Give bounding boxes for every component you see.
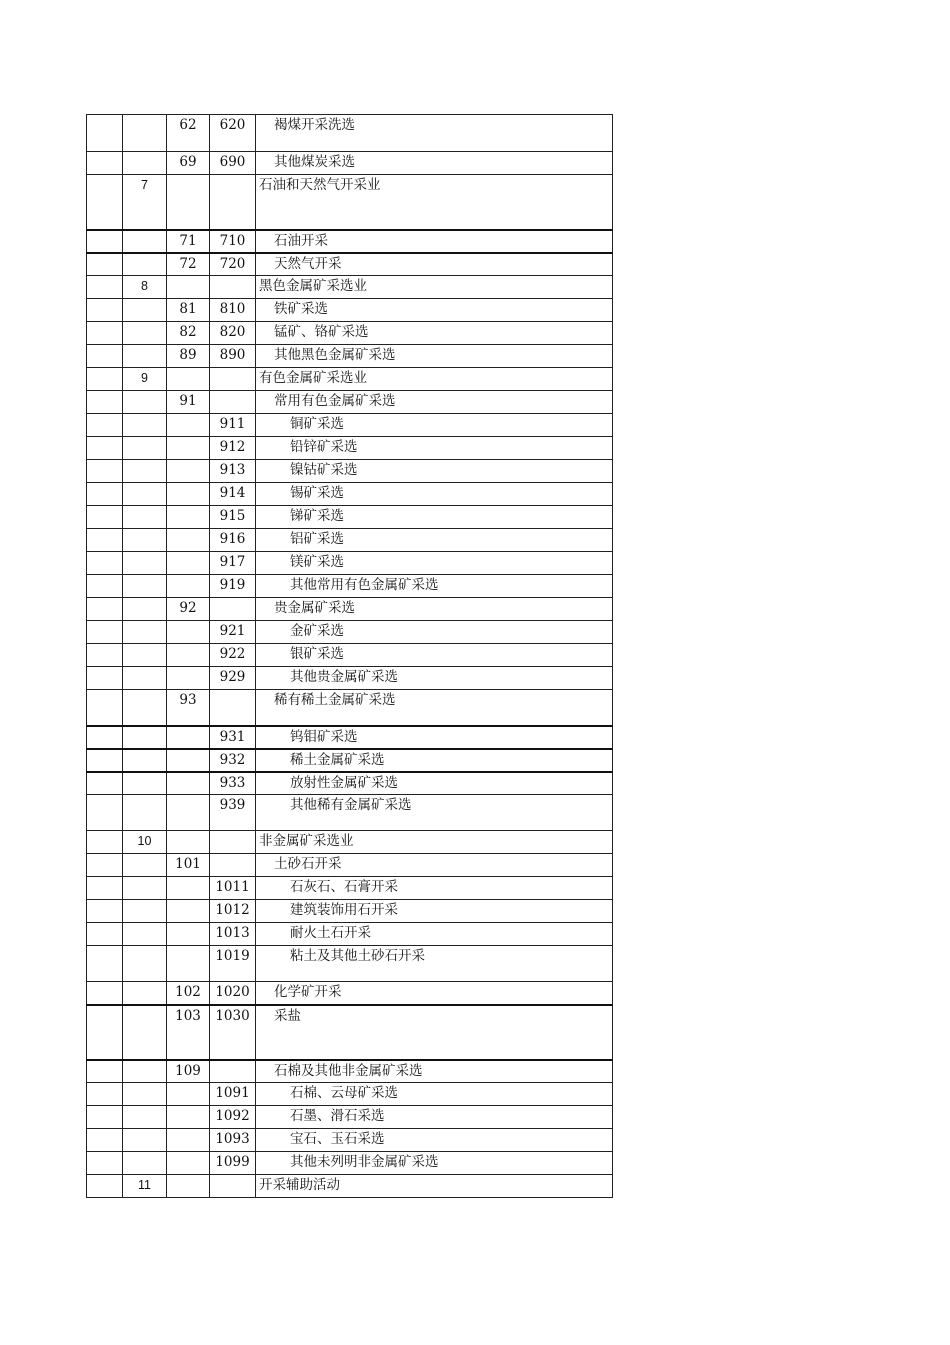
mid-code-cell: 82 (167, 322, 210, 345)
minor-code-cell: 939 (210, 795, 256, 831)
table-row (87, 690, 613, 726)
minor-code-cell: 810 (210, 299, 256, 322)
table-row (87, 923, 613, 946)
minor-code-cell: 1020 (210, 982, 256, 1005)
table-row (87, 1083, 613, 1106)
category-name-cell: 石油和天然气开采业 (256, 175, 613, 230)
mid-code-cell: 102 (167, 982, 210, 1005)
major-code-cell (123, 529, 167, 552)
major-code-cell (123, 946, 167, 982)
major-code-cell (123, 726, 167, 749)
major-code-cell (123, 483, 167, 506)
mid-code-cell: 72 (167, 253, 210, 276)
blank-cell (87, 1083, 123, 1106)
minor-code-cell: 914 (210, 483, 256, 506)
category-name-cell: 土砂石开采 (256, 854, 613, 877)
major-code-cell (123, 575, 167, 598)
major-code-cell (123, 414, 167, 437)
minor-code-cell: 1091 (210, 1083, 256, 1106)
table-row (87, 667, 613, 690)
blank-cell (87, 175, 123, 230)
blank-cell (87, 1152, 123, 1175)
major-code-cell (123, 621, 167, 644)
table-row (87, 414, 613, 437)
minor-code-cell: 720 (210, 253, 256, 276)
category-name-cell: 放射性金属矿采选 (256, 772, 613, 795)
blank-cell (87, 1106, 123, 1129)
blank-cell (87, 529, 123, 552)
table-row (87, 1005, 613, 1060)
category-name-cell: 锑矿采选 (256, 506, 613, 529)
minor-code-cell (210, 391, 256, 414)
blank-cell (87, 506, 123, 529)
major-code-cell (123, 1060, 167, 1083)
major-code-cell (123, 1083, 167, 1106)
category-name-cell: 黑色金属矿采选业 (256, 276, 613, 299)
table-row (87, 575, 613, 598)
minor-code-cell (210, 276, 256, 299)
category-name-cell: 其他贵金属矿采选 (256, 667, 613, 690)
minor-code-cell: 1012 (210, 900, 256, 923)
minor-code-cell (210, 831, 256, 854)
table-row (87, 982, 613, 1005)
mid-code-cell (167, 644, 210, 667)
table-row (87, 1060, 613, 1083)
minor-code-cell: 690 (210, 152, 256, 175)
table-row (87, 460, 613, 483)
table-row (87, 483, 613, 506)
blank-cell (87, 1175, 123, 1198)
major-code-cell (123, 900, 167, 923)
mid-code-cell (167, 414, 210, 437)
minor-code-cell: 921 (210, 621, 256, 644)
major-code-cell (123, 1129, 167, 1152)
minor-code-cell: 1013 (210, 923, 256, 946)
minor-code-cell: 820 (210, 322, 256, 345)
blank-cell (87, 982, 123, 1005)
category-name-cell: 其他黑色金属矿采选 (256, 345, 613, 368)
major-code-cell (123, 667, 167, 690)
mid-code-cell (167, 1106, 210, 1129)
major-code-cell (123, 1106, 167, 1129)
blank-cell (87, 598, 123, 621)
table-row (87, 1152, 613, 1175)
minor-code-cell: 1011 (210, 877, 256, 900)
table-row (87, 152, 613, 175)
category-name-cell: 开采辅助活动 (256, 1175, 613, 1198)
major-code-cell (123, 795, 167, 831)
mid-code-cell: 81 (167, 299, 210, 322)
table-row (87, 322, 613, 345)
table-row (87, 749, 613, 772)
blank-cell (87, 772, 123, 795)
mid-code-cell (167, 1129, 210, 1152)
category-name-cell: 稀有稀土金属矿采选 (256, 690, 613, 726)
table-row (87, 368, 613, 391)
mid-code-cell: 71 (167, 230, 210, 253)
blank-cell (87, 946, 123, 982)
blank-cell (87, 552, 123, 575)
table-row (87, 253, 613, 276)
category-name-cell: 褐煤开采洗选 (256, 115, 613, 152)
table-row (87, 391, 613, 414)
blank-cell (87, 900, 123, 923)
category-name-cell: 石棉及其他非金属矿采选 (256, 1060, 613, 1083)
major-code-cell (123, 115, 167, 152)
blank-cell (87, 621, 123, 644)
category-name-cell: 铁矿采选 (256, 299, 613, 322)
industry-code-table (86, 114, 613, 1198)
major-code-cell (123, 772, 167, 795)
minor-code-cell: 1019 (210, 946, 256, 982)
minor-code-cell: 933 (210, 772, 256, 795)
minor-code-cell: 931 (210, 726, 256, 749)
major-code-cell (123, 460, 167, 483)
blank-cell (87, 368, 123, 391)
major-code-cell (123, 253, 167, 276)
minor-code-cell: 890 (210, 345, 256, 368)
table-row (87, 437, 613, 460)
category-name-cell: 贵金属矿采选 (256, 598, 613, 621)
minor-code-cell: 710 (210, 230, 256, 253)
category-name-cell: 粘土及其他土砂石开采 (256, 946, 613, 982)
blank-cell (87, 667, 123, 690)
category-name-cell: 耐火土石开采 (256, 923, 613, 946)
category-name-cell: 金矿采选 (256, 621, 613, 644)
major-code-cell (123, 598, 167, 621)
category-name-cell: 其他煤炭采选 (256, 152, 613, 175)
blank-cell (87, 483, 123, 506)
mid-code-cell: 91 (167, 391, 210, 414)
minor-code-cell (210, 1060, 256, 1083)
minor-code-cell: 912 (210, 437, 256, 460)
major-code-cell: 8 (123, 276, 167, 299)
mid-code-cell (167, 726, 210, 749)
mid-code-cell (167, 1083, 210, 1106)
category-name-cell: 常用有色金属矿采选 (256, 391, 613, 414)
category-name-cell: 铜矿采选 (256, 414, 613, 437)
category-name-cell: 镍钴矿采选 (256, 460, 613, 483)
table-row (87, 1175, 613, 1198)
major-code-cell (123, 854, 167, 877)
mid-code-cell: 62 (167, 115, 210, 152)
mid-code-cell (167, 877, 210, 900)
major-code-cell (123, 982, 167, 1005)
major-code-cell (123, 552, 167, 575)
minor-code-cell: 1030 (210, 1005, 256, 1060)
category-name-cell: 铝矿采选 (256, 529, 613, 552)
category-name-cell: 石棉、云母矿采选 (256, 1083, 613, 1106)
mid-code-cell: 89 (167, 345, 210, 368)
blank-cell (87, 322, 123, 345)
category-name-cell: 银矿采选 (256, 644, 613, 667)
blank-cell (87, 749, 123, 772)
table-row (87, 854, 613, 877)
major-code-cell: 10 (123, 831, 167, 854)
blank-cell (87, 923, 123, 946)
mid-code-cell (167, 175, 210, 230)
major-code-cell (123, 152, 167, 175)
table-row (87, 1129, 613, 1152)
table-row (87, 598, 613, 621)
major-code-cell (123, 1005, 167, 1060)
category-name-cell: 锡矿采选 (256, 483, 613, 506)
blank-cell (87, 299, 123, 322)
mid-code-cell (167, 437, 210, 460)
blank-cell (87, 115, 123, 152)
major-code-cell (123, 1152, 167, 1175)
minor-code-cell: 911 (210, 414, 256, 437)
mid-code-cell (167, 772, 210, 795)
table-row (87, 276, 613, 299)
table-row (87, 877, 613, 900)
category-name-cell: 天然气开采 (256, 253, 613, 276)
mid-code-cell (167, 795, 210, 831)
category-name-cell: 铅锌矿采选 (256, 437, 613, 460)
major-code-cell (123, 690, 167, 726)
table-row (87, 831, 613, 854)
blank-cell (87, 1060, 123, 1083)
category-name-cell: 石墨、滑石采选 (256, 1106, 613, 1129)
minor-code-cell: 916 (210, 529, 256, 552)
major-code-cell (123, 749, 167, 772)
mid-code-cell (167, 276, 210, 299)
blank-cell (87, 460, 123, 483)
major-code-cell (123, 877, 167, 900)
table-row (87, 299, 613, 322)
table-row (87, 552, 613, 575)
major-code-cell (123, 923, 167, 946)
table-row (87, 175, 613, 230)
minor-code-cell: 929 (210, 667, 256, 690)
minor-code-cell: 913 (210, 460, 256, 483)
mid-code-cell (167, 1152, 210, 1175)
mid-code-cell: 93 (167, 690, 210, 726)
minor-code-cell: 1093 (210, 1129, 256, 1152)
table-row (87, 795, 613, 831)
blank-cell (87, 690, 123, 726)
minor-code-cell (210, 854, 256, 877)
minor-code-cell (210, 175, 256, 230)
blank-cell (87, 877, 123, 900)
blank-cell (87, 276, 123, 299)
table-row (87, 726, 613, 749)
table-row (87, 115, 613, 152)
major-code-cell (123, 506, 167, 529)
mid-code-cell: 109 (167, 1060, 210, 1083)
category-name-cell: 石灰石、石膏开采 (256, 877, 613, 900)
table-row (87, 1106, 613, 1129)
major-code-cell (123, 345, 167, 368)
table-row (87, 772, 613, 795)
major-code-cell (123, 299, 167, 322)
table-row (87, 946, 613, 982)
minor-code-cell: 915 (210, 506, 256, 529)
mid-code-cell (167, 460, 210, 483)
blank-cell (87, 644, 123, 667)
minor-code-cell: 620 (210, 115, 256, 152)
major-code-cell (123, 230, 167, 253)
category-name-cell: 宝石、玉石采选 (256, 1129, 613, 1152)
mid-code-cell (167, 923, 210, 946)
category-name-cell: 石油开采 (256, 230, 613, 253)
code-table-body (87, 115, 613, 1198)
mid-code-cell (167, 1175, 210, 1198)
mid-code-cell (167, 575, 210, 598)
minor-code-cell: 1092 (210, 1106, 256, 1129)
table-row (87, 900, 613, 923)
major-code-cell (123, 391, 167, 414)
blank-cell (87, 854, 123, 877)
blank-cell (87, 152, 123, 175)
minor-code-cell (210, 598, 256, 621)
mid-code-cell: 69 (167, 152, 210, 175)
minor-code-cell: 922 (210, 644, 256, 667)
major-code-cell: 9 (123, 368, 167, 391)
minor-code-cell (210, 690, 256, 726)
category-name-cell: 有色金属矿采选业 (256, 368, 613, 391)
blank-cell (87, 1005, 123, 1060)
mid-code-cell: 101 (167, 854, 210, 877)
major-code-cell (123, 437, 167, 460)
blank-cell (87, 414, 123, 437)
minor-code-cell (210, 368, 256, 391)
category-name-cell: 钨钼矿采选 (256, 726, 613, 749)
blank-cell (87, 575, 123, 598)
table-row (87, 529, 613, 552)
table-row (87, 506, 613, 529)
major-code-cell (123, 322, 167, 345)
category-name-cell: 非金属矿采选业 (256, 831, 613, 854)
category-name-cell: 锰矿、铬矿采选 (256, 322, 613, 345)
blank-cell (87, 1129, 123, 1152)
minor-code-cell: 1099 (210, 1152, 256, 1175)
blank-cell (87, 437, 123, 460)
table-row (87, 345, 613, 368)
table-row (87, 644, 613, 667)
category-name-cell: 其他稀有金属矿采选 (256, 795, 613, 831)
table-row (87, 230, 613, 253)
mid-code-cell (167, 552, 210, 575)
mid-code-cell (167, 368, 210, 391)
category-name-cell: 采盐 (256, 1005, 613, 1060)
table-row (87, 621, 613, 644)
mid-code-cell (167, 900, 210, 923)
major-code-cell (123, 644, 167, 667)
minor-code-cell: 932 (210, 749, 256, 772)
mid-code-cell (167, 946, 210, 982)
mid-code-cell (167, 749, 210, 772)
minor-code-cell (210, 1175, 256, 1198)
mid-code-cell (167, 506, 210, 529)
category-name-cell: 其他未列明非金属矿采选 (256, 1152, 613, 1175)
blank-cell (87, 345, 123, 368)
category-name-cell: 建筑装饰用石开采 (256, 900, 613, 923)
major-code-cell: 11 (123, 1175, 167, 1198)
minor-code-cell: 917 (210, 552, 256, 575)
category-name-cell: 其他常用有色金属矿采选 (256, 575, 613, 598)
blank-cell (87, 230, 123, 253)
mid-code-cell (167, 621, 210, 644)
category-name-cell: 化学矿开采 (256, 982, 613, 1005)
mid-code-cell (167, 483, 210, 506)
blank-cell (87, 726, 123, 749)
mid-code-cell (167, 667, 210, 690)
mid-code-cell (167, 831, 210, 854)
blank-cell (87, 391, 123, 414)
category-name-cell: 镁矿采选 (256, 552, 613, 575)
mid-code-cell: 103 (167, 1005, 210, 1060)
blank-cell (87, 795, 123, 831)
mid-code-cell (167, 529, 210, 552)
mid-code-cell: 92 (167, 598, 210, 621)
blank-cell (87, 831, 123, 854)
category-name-cell: 稀土金属矿采选 (256, 749, 613, 772)
blank-cell (87, 253, 123, 276)
major-code-cell: 7 (123, 175, 167, 230)
minor-code-cell: 919 (210, 575, 256, 598)
